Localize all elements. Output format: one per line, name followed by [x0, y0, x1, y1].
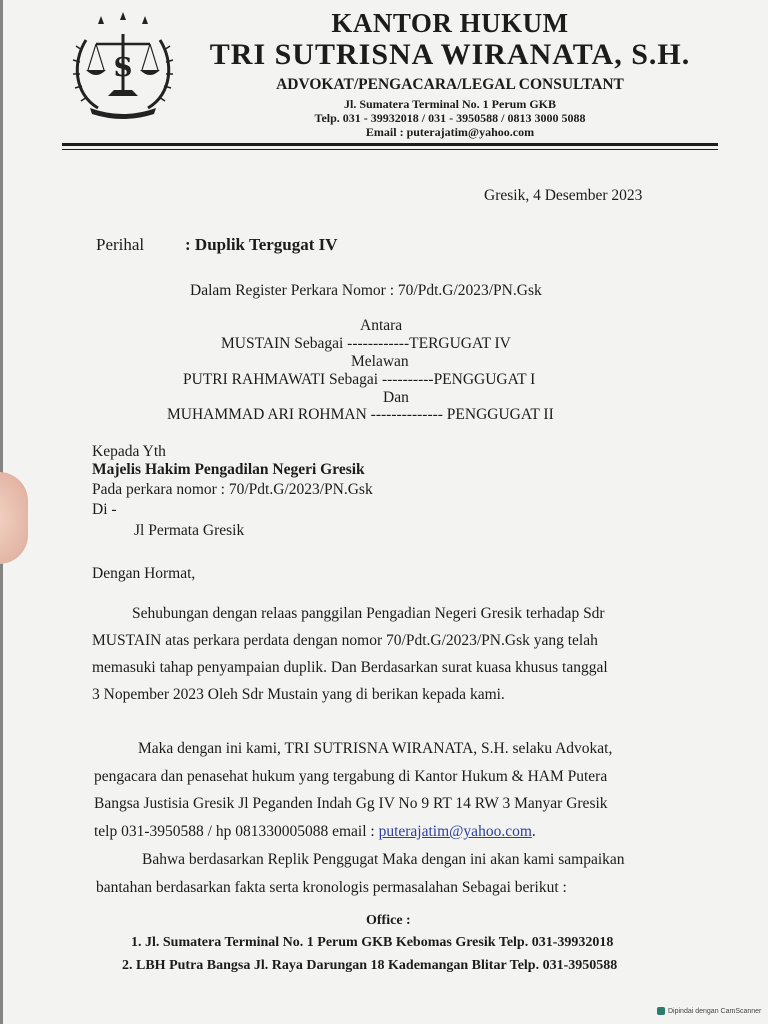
office-email: Email : puterajatim@yahoo.com — [365, 125, 535, 139]
party-line: MUSTAIN Sebagai ------------TERGUGAT IV — [221, 335, 511, 352]
contact-prefix: telp 031-3950588 / hp 081330005088 email : — [94, 823, 379, 840]
scales-of-justice-emblem-icon — [68, 10, 178, 122]
scanner-watermark — [657, 1007, 761, 1015]
paragraph-line: Bangsa Justisia Gresik Jl Peganden Indah Gg IV No 9 RT 14 RW 3 Manyar Gresik — [94, 795, 608, 812]
party-line: Antara — [360, 317, 403, 334]
scanner-watermark-text: Dipindai dengan CamScanner — [668, 1007, 762, 1015]
addressee-court: Majelis Hakim Pengadilan Negeri Gresik — [92, 461, 365, 478]
paragraph-line: Maka dengan ini kami, TRI SUTRISNA WIRANATA, S.H. selaku Advokat, — [138, 740, 613, 757]
paragraph-line: bantahan berdasarkan fakta serta kronologis permasalahan Sebagai berikut : — [96, 879, 567, 896]
paragraph-line: 3 Nopember 2023 Oleh Sdr Mustain yang di berikan kepada kami. — [92, 686, 505, 703]
greeting: Dengan Hormat, — [92, 565, 196, 582]
header-rule-thin — [62, 149, 718, 150]
office-name: KANTOR HUKUM — [331, 8, 569, 38]
party-line: PUTRI RAHMAWATI Sebagai ----------PENGGUGAT I — [183, 371, 536, 388]
addressee-line: Di - — [92, 501, 117, 518]
paragraph-line: memasuki tahap penyampaian duplik. Dan Berdasarkan surat kuasa khusus tanggal — [92, 659, 608, 676]
addressee-address: Jl Permata Gresik — [134, 522, 245, 539]
paragraph-line: Bahwa berdasarkan Replik Penggugat Maka dengan ini akan kami sampaikan — [142, 851, 625, 868]
lawyer-name: TRI SUTRISNA WIRANATA, S.H. — [209, 38, 691, 71]
addressee-line: Kepada Yth — [92, 443, 166, 460]
svg-text:S: S — [113, 53, 133, 83]
party-line: MUHAMMAD ARI ROHMAN -------------- PENGGUGAT II — [167, 406, 554, 423]
contact-suffix: . — [531, 823, 536, 840]
email-link[interactable]: puterajatim@yahoo.com — [378, 823, 532, 840]
subject-value: : Duplik Tergugat IV — [185, 235, 338, 254]
footer-office-line: 1. Jl. Sumatera Terminal No. 1 Perum GKB Kebomas Gresik Telp. 031-39932018 — [131, 935, 614, 950]
party-line: Melawan — [351, 353, 409, 370]
paragraph-line: pengacara dan penasehat hukum yang tergabung di Kantor Hukum & HAM Putera — [94, 768, 608, 785]
footer-office-line: 2. LBH Putra Bangsa Jl. Raya Darungan 18 Kademangan Blitar Telp. 031-3950588 — [122, 958, 618, 973]
footer-office-title: Office : — [366, 913, 411, 928]
letter-date: Gresik, 4 Desember 2023 — [484, 187, 643, 204]
camscanner-icon — [657, 1007, 665, 1015]
subject-label: Perihal — [96, 235, 145, 254]
addressee-line: Pada perkara nomor : 70/Pdt.G/2023/PN.Gsk — [92, 481, 373, 498]
paragraph-line: MUSTAIN atas perkara perdata dengan nomor 70/Pdt.G/2023/PN.Gsk yang telah — [92, 632, 598, 649]
office-address: Jl. Sumatera Terminal No. 1 Perum GKB — [344, 97, 556, 111]
header-rule-thick — [62, 143, 718, 146]
party-line: Dan — [383, 389, 409, 406]
office-phone: Telp. 031 - 39932018 / 031 - 3950588 / 0813 3000 5088 — [314, 111, 586, 125]
paragraph-line: Sehubungan dengan relaas panggilan Pengadian Negeri Gresik terhadap Sdr — [132, 605, 605, 622]
finger-at-edge — [0, 472, 28, 564]
register-number: Dalam Register Perkara Nomor : 70/Pdt.G/2023/PN.Gsk — [190, 282, 542, 299]
paragraph-line — [94, 823, 536, 841]
profession: ADVOKAT/PENGACARA/LEGAL CONSULTANT — [276, 76, 624, 93]
